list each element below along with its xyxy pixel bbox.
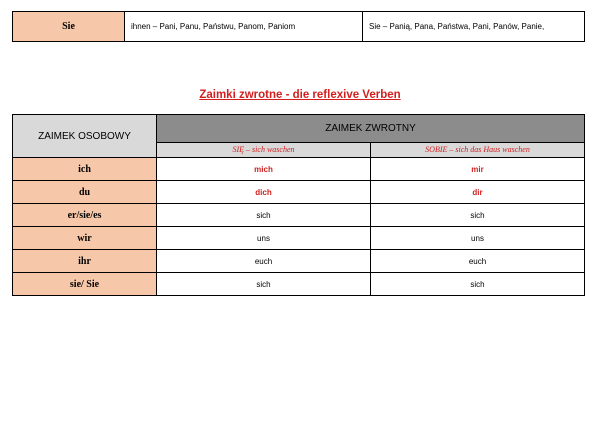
table-row [13,181,585,204]
pronoun-cell: ich [13,158,157,181]
subheader-dative: SOBIE – sich das Haus waschen [371,142,585,157]
dative-cell: sich [371,273,585,296]
table-row [13,158,585,181]
pronoun-cell: ihr [13,250,157,273]
table-row [13,273,585,296]
pronoun-cell: er/sie/es [13,204,157,227]
subheader-accusative: SIĘ – sich waschen [157,142,371,157]
declension-table-fragment [12,11,585,42]
pronoun-cell: wir [13,227,157,250]
accusative-cell: dich [157,181,371,204]
accusative-cell: sich [157,273,371,296]
header-row [13,115,585,143]
dative-cell: euch [371,250,585,273]
table-row [13,12,585,42]
accusative-forms-cell: Sie – Panią, Pana, Państwa, Pani, Panów, Panie, [363,12,585,42]
accusative-cell: mich [157,158,371,181]
accusative-cell: euch [157,250,371,273]
table-row [13,204,585,227]
dative-forms-cell: ihnen – Pani, Panu, Państwu, Panom, Paniom [125,12,363,42]
header-personal-pronoun: ZAIMEK OSOBOWY [13,115,157,158]
dative-cell: dir [371,181,585,204]
accusative-cell: uns [157,227,371,250]
table-row [13,227,585,250]
header-reflexive-pronoun: ZAIMEK ZWROTNY [157,115,585,143]
section-title: Zaimki zwrotne - die reflexive Verben [199,89,401,101]
pronoun-cell: Sie [13,12,125,42]
table-row [13,250,585,273]
dative-cell: sich [371,204,585,227]
pronoun-cell: du [13,181,157,204]
pronoun-cell: sie/ Sie [13,273,157,296]
reflexive-pronoun-table [12,114,585,296]
dative-cell: uns [371,227,585,250]
accusative-cell: sich [157,204,371,227]
dative-cell: mir [371,158,585,181]
